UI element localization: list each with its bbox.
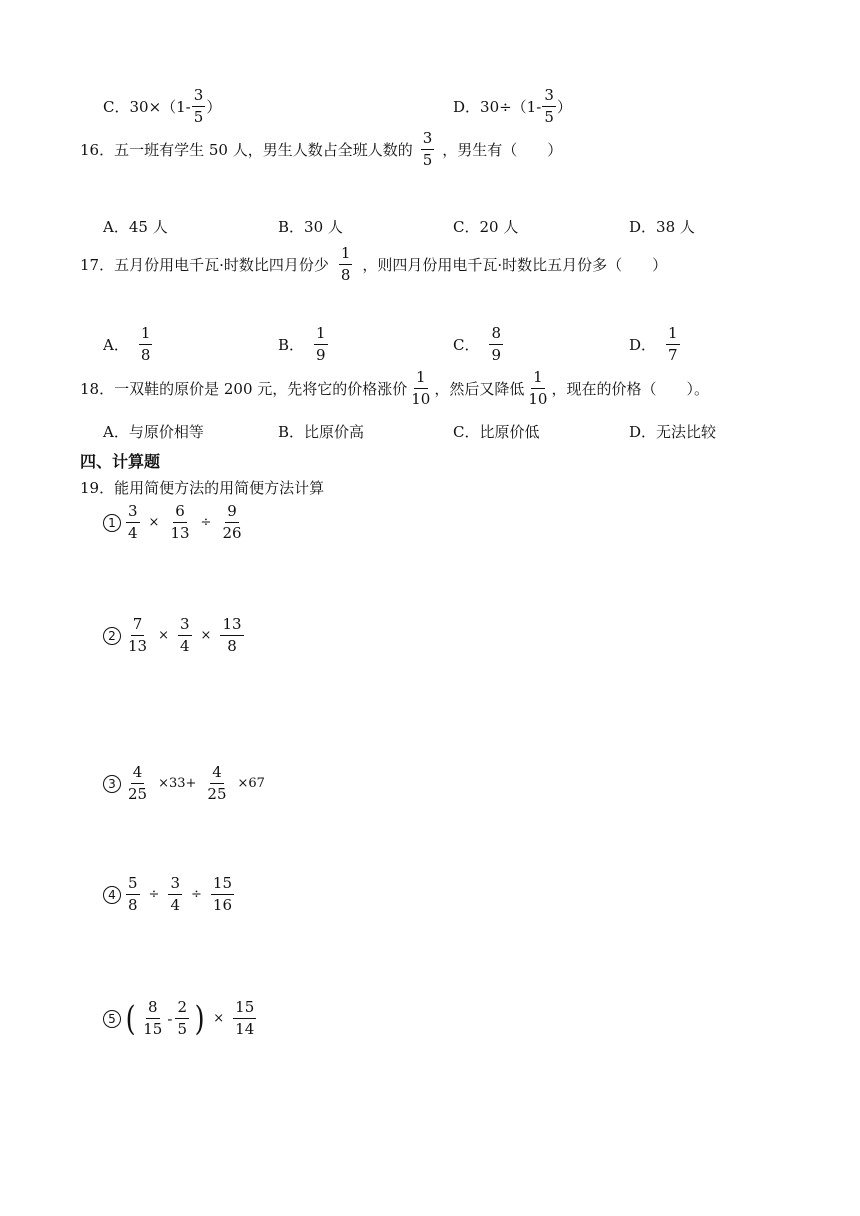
q16-option-c[interactable]: C．20 人 [453,218,519,236]
denominator: 13 [128,637,148,655]
fraction [141,1000,164,1037]
calc-item-5 [103,1000,259,1037]
q18-option-a[interactable]: A．与原价相等 [103,423,204,441]
fraction [489,326,503,363]
option-label: D． [629,336,657,354]
numerator: 1 [139,326,153,345]
fraction [126,504,140,541]
option-label: C． [103,98,130,116]
option-label: A． [103,336,129,354]
section-heading: 四、计算题 [80,452,161,471]
denominator: 13 [170,524,190,542]
item-number-circle: 4 [103,886,121,904]
q15-option-c[interactable] [103,88,221,125]
numerator: 7 [131,617,145,636]
fraction [126,617,149,654]
fraction [139,326,153,363]
option-expr-post: ） [556,98,572,116]
fraction [542,88,556,125]
fraction [175,1000,189,1037]
operator: ÷ [200,515,212,530]
calc-item-1 [103,504,247,541]
operator: × [158,628,169,643]
right-paren: ) [194,998,205,1039]
question-17-stem [80,246,667,283]
denominator: 5 [544,108,554,126]
numerator: 3 [542,88,556,107]
fraction [314,326,328,363]
denominator: 26 [222,524,242,542]
fraction [233,1000,256,1037]
denominator: 15 [143,1020,163,1038]
denominator: 14 [235,1020,255,1038]
stem-text: ，然后又降低 [434,380,525,398]
numerator: 1 [314,326,328,345]
question-18-stem [80,370,709,407]
numerator: 13 [220,617,243,636]
q17-option-d[interactable] [629,326,683,363]
denominator: 7 [668,346,678,364]
operator: ÷ [191,887,202,902]
stem-text: ，男生有（ ） [442,141,563,159]
denominator: 4 [170,896,180,914]
numerator: 9 [225,504,239,523]
fraction [409,370,432,407]
left-paren: ( [125,998,136,1039]
fraction [421,131,435,168]
denominator: 10 [411,390,431,408]
denominator: 9 [491,346,502,364]
denominator: 5 [422,151,433,169]
fraction [126,876,140,913]
q15-option-d[interactable] [453,88,572,125]
numerator: 3 [192,88,206,107]
q18-option-d[interactable]: D．无法比较 [629,423,717,441]
calc-item-2 [103,617,247,654]
numerator: 1 [339,246,353,265]
numerator: 8 [146,1000,160,1019]
item-number-circle: 1 [103,514,121,532]
option-expr-pre: 30÷（1- [480,98,542,116]
numerator: 1 [414,370,428,389]
denominator: 10 [528,390,548,408]
numerator: 3 [421,131,435,150]
numerator: 4 [131,765,145,784]
denominator: 9 [316,346,326,364]
option-label: D． [453,98,481,116]
item-number-circle: 2 [103,627,121,645]
calc-item-4 [103,876,237,913]
fraction [178,617,192,654]
denominator: 25 [128,785,148,803]
numerator: 8 [489,326,503,345]
fraction [168,876,182,913]
denominator: 5 [193,108,204,126]
numerator: 3 [168,876,182,895]
item-number-circle: 5 [103,1010,121,1028]
denominator: 16 [212,896,232,914]
operator: × [213,1011,225,1026]
fraction [220,504,243,541]
q17-option-c[interactable] [453,326,506,363]
option-label: B． [278,336,305,354]
denominator: 25 [207,785,227,803]
fraction [126,765,149,802]
fraction [211,876,234,913]
denominator: 8 [140,346,151,364]
calc-item-3 [103,765,271,802]
denominator: 8 [128,896,138,914]
denominator: 8 [340,266,351,284]
q17-option-b[interactable] [278,326,331,363]
numerator: 15 [211,876,234,895]
denominator: 8 [227,637,237,655]
denominator: 4 [128,524,138,542]
item-number-circle: 3 [103,775,121,793]
stem-text: 17．五月份用电千瓦·时数比四月份少 [80,256,329,274]
q18-option-b[interactable]: B．比原价高 [278,423,365,441]
operator: ÷ [148,887,160,902]
stem-text: 18．一双鞋的原价是 200 元，先将它的价格涨价 [80,380,408,398]
numerator: 3 [178,617,192,636]
fraction [220,617,243,654]
denominator: 5 [177,1020,187,1038]
stem-text: 16．五一班有学生 50 人，男生人数占全班人数的 [80,141,413,159]
fraction [168,504,191,541]
q16-option-a[interactable]: A．45 人 [103,218,168,236]
numerator: 5 [126,876,140,895]
numerator: 15 [233,1000,256,1019]
numerator: 1 [531,370,545,389]
minus-sign: - [167,1009,173,1028]
q16-option-d[interactable]: D．38 人 [629,218,695,236]
question-16-stem [80,131,562,168]
numerator: 4 [210,765,224,784]
operator: × [148,515,160,530]
operator: × [200,628,212,643]
fraction [339,246,353,283]
q17-option-a[interactable] [103,326,155,363]
numerator: 6 [173,504,187,523]
numerator: 3 [126,504,140,523]
q16-option-b[interactable]: B．30 人 [278,218,343,236]
fraction [192,88,206,125]
question-19-stem: 19．能用简便方法的用简便方法计算 [80,479,325,497]
operator: ×67 [237,776,265,791]
fraction [666,326,680,363]
option-expr-post: ） [206,98,222,116]
denominator: 4 [180,637,190,655]
q18-option-c[interactable]: C．比原价低 [453,423,540,441]
operator: ×33+ [158,776,197,791]
option-expr-pre: 30×（1- [129,98,191,116]
option-label: C． [453,336,480,354]
numerator: 1 [666,326,680,345]
fraction [526,370,549,407]
numerator: 2 [175,1000,189,1019]
stem-text: ，则四月份用电千瓦·时数比五月份多（ ） [362,256,668,274]
fraction [205,765,228,802]
stem-text: ，现在的价格（ ）。 [551,380,709,398]
